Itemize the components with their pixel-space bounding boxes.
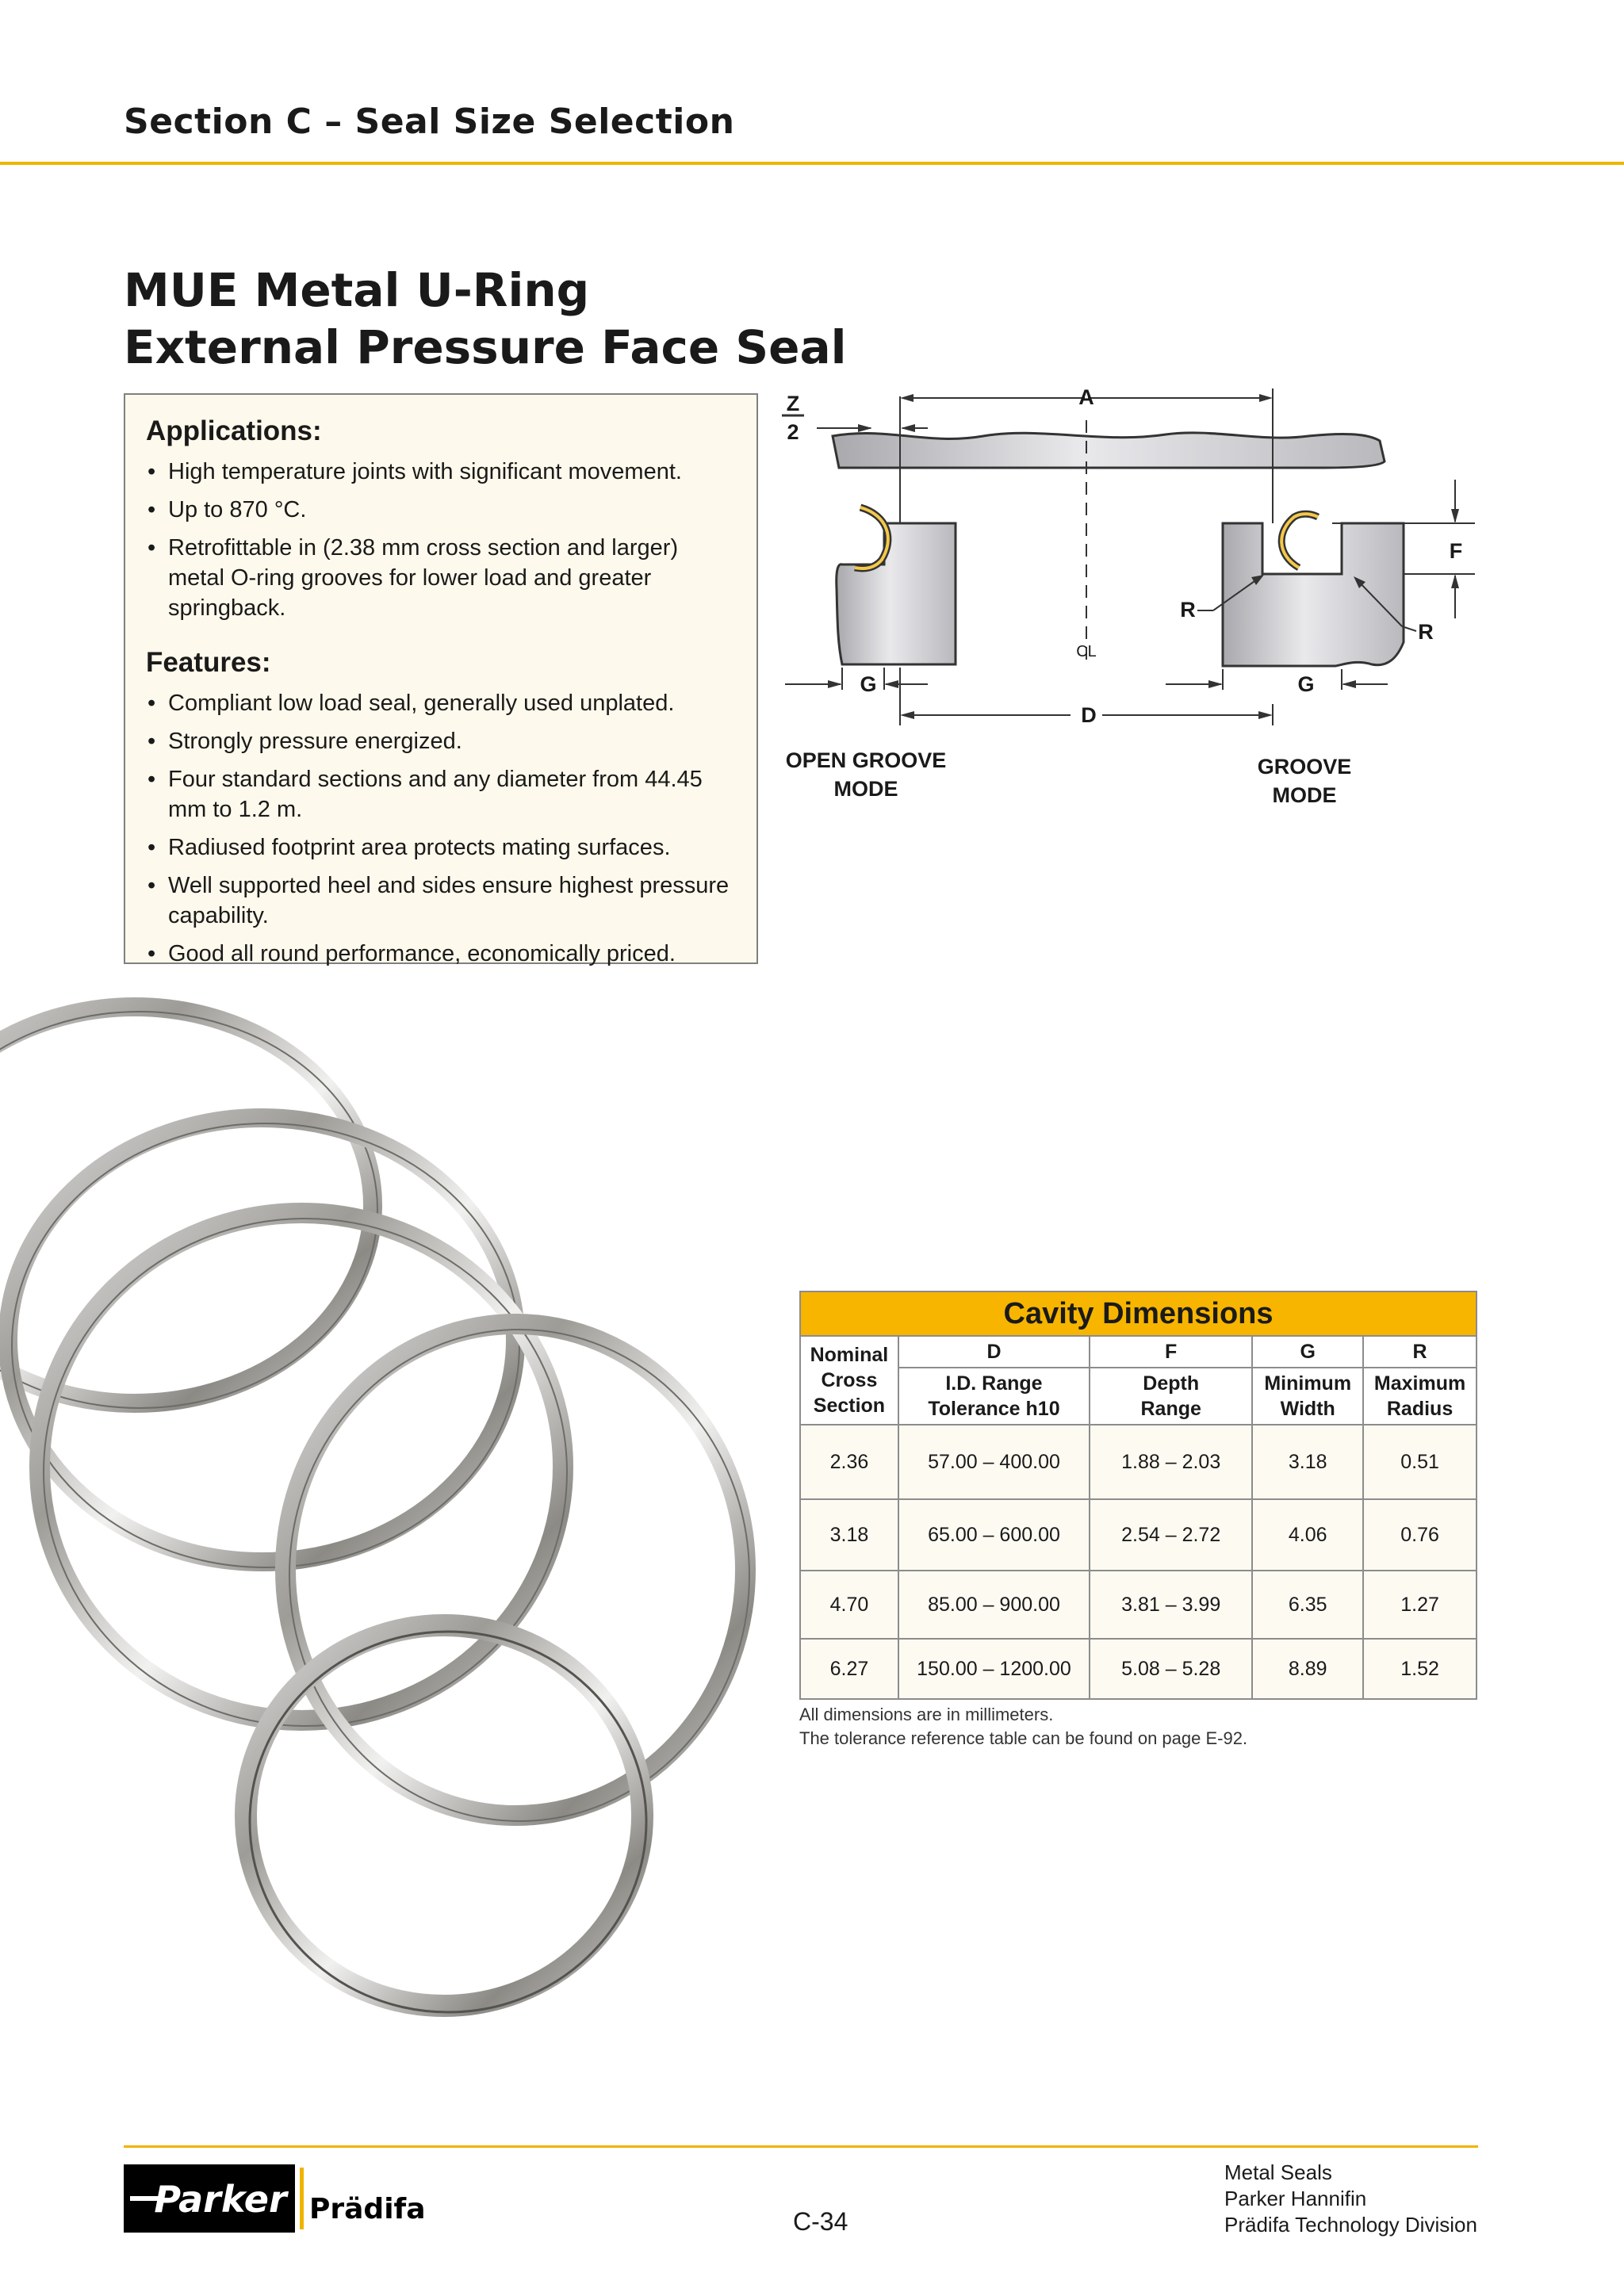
dim-d-label: D [1081, 703, 1097, 727]
header-text: Radius [1386, 1398, 1454, 1420]
table-notes [799, 1703, 1247, 1751]
list-item: • Good all round performance, economically priced. [146, 939, 737, 969]
applications-list [146, 457, 737, 623]
header-text: Cross [821, 1369, 878, 1391]
header-letter-g: G [1252, 1336, 1363, 1368]
header-letter-f: F [1090, 1336, 1252, 1368]
list-item: • Compliant low load seal, generally used unplated. [146, 688, 737, 718]
table-cell: 1.27 [1363, 1571, 1477, 1639]
groove-caption-2: MODE [1272, 783, 1337, 807]
logo-sub-text: Prädifa [309, 2193, 426, 2225]
groove-mode-block [1223, 523, 1404, 666]
list-item: • Retrofittable in (2.38 mm cross section and larger) metal O-ring grooves for lower load and greater springback. [146, 533, 737, 623]
applications-heading: Applications: [146, 415, 322, 446]
table-cell: 4.70 [800, 1571, 898, 1639]
dim-g-label-left: G [860, 672, 877, 696]
centerline-label: CL [1076, 643, 1097, 660]
open-groove-block [837, 523, 956, 664]
table-cell: 150.00 – 1200.00 [898, 1639, 1090, 1699]
table-row [800, 1639, 1477, 1699]
groove-diagram [769, 373, 1483, 817]
parker-pradifa-logo [124, 2164, 426, 2233]
footer-line: Metal Seals [1224, 2160, 1332, 2184]
header-text: Range [1140, 1398, 1201, 1420]
table-cell: 4.06 [1252, 1499, 1363, 1571]
info-box [124, 393, 758, 964]
dim-g-label-right: G [1297, 672, 1315, 696]
table-row [800, 1499, 1477, 1571]
open-groove-caption-2: MODE [833, 777, 898, 801]
page-number: C-34 [793, 2207, 848, 2236]
note-line: The tolerance reference table can be found on page E-92. [799, 1728, 1248, 1748]
header-text: Maximum [1373, 1372, 1466, 1395]
footer-division-info [1224, 2160, 1477, 2238]
page-title [124, 262, 847, 376]
table-caption: Cavity Dimensions [800, 1292, 1477, 1336]
table-cell: 6.27 [800, 1639, 898, 1699]
table-cell: 3.18 [1252, 1425, 1363, 1499]
list-item: • Well supported heel and sides ensure highest pressure capability. [146, 871, 737, 931]
header-rule [0, 162, 1624, 165]
features-list [146, 688, 737, 969]
header-text: Depth [1143, 1372, 1200, 1395]
table-cell: 1.88 – 2.03 [1090, 1425, 1252, 1499]
table-cell: 5.08 – 5.28 [1090, 1639, 1252, 1699]
table-cell: 3.18 [800, 1499, 898, 1571]
table-cell: 57.00 – 400.00 [898, 1425, 1090, 1499]
header-text: Width [1280, 1398, 1335, 1420]
groove-caption-1: GROOVE [1257, 755, 1352, 779]
table-row [800, 1425, 1477, 1499]
list-item: • High temperature joints with significant movement. [146, 457, 737, 487]
open-groove-caption-1: OPEN GROOVE [785, 748, 947, 772]
table-cell: 2.36 [800, 1425, 898, 1499]
header-letter-d: D [898, 1336, 1090, 1368]
table-cell: 8.89 [1252, 1639, 1363, 1699]
dim-r-label-left: R [1180, 598, 1196, 622]
table-cell: 85.00 – 900.00 [898, 1571, 1090, 1639]
section-title: Section C – Seal Size Selection [124, 101, 735, 142]
list-item: • Four standard sections and any diameter from 44.45 mm to 1.2 m. [146, 764, 737, 825]
metal-rings-photo [0, 1023, 761, 2069]
list-item: • Radiused footprint area protects mating surfaces. [146, 832, 737, 863]
header-d [898, 1368, 1090, 1425]
header-text: Tolerance h10 [928, 1398, 1060, 1420]
list-item: • Up to 870 °C. [146, 495, 737, 525]
header-text: Section [813, 1395, 886, 1417]
dim-z-label: Z [786, 392, 800, 415]
table-cell: 0.51 [1363, 1425, 1477, 1499]
logo-brand-text: Parker [154, 2178, 287, 2221]
dim-r-label-right: R [1418, 620, 1434, 644]
table-row [800, 1571, 1477, 1639]
header-text: I.D. Range [945, 1372, 1043, 1395]
header-text: Nominal [810, 1344, 889, 1366]
cavity-dimensions-table [799, 1291, 1477, 1700]
dim-two-label: 2 [787, 420, 799, 444]
header-f [1090, 1368, 1252, 1425]
footer-rule [124, 2145, 1478, 2148]
features-heading: Features: [146, 647, 271, 678]
list-item: • Strongly pressure energized. [146, 726, 737, 756]
table-cell: 0.76 [1363, 1499, 1477, 1571]
footer-line: Parker Hannifin [1224, 2187, 1367, 2210]
table-cell: 2.54 – 2.72 [1090, 1499, 1252, 1571]
header-g [1252, 1368, 1363, 1425]
table-cell: 3.81 – 3.99 [1090, 1571, 1252, 1639]
note-line: All dimensions are in millimeters. [799, 1705, 1054, 1724]
table-cell: 6.35 [1252, 1571, 1363, 1639]
table-cell: 1.52 [1363, 1639, 1477, 1699]
dim-f-label: F [1449, 539, 1463, 563]
dim-a-label: A [1078, 385, 1094, 409]
table-cell: 65.00 – 600.00 [898, 1499, 1090, 1571]
header-r [1363, 1368, 1477, 1425]
header-letter-r: R [1363, 1336, 1477, 1368]
page-title-line1: MUE Metal U-Ring [124, 263, 590, 317]
page-title-line2: External Pressure Face Seal [124, 320, 847, 374]
header-nominal [800, 1336, 898, 1425]
header-text: Minimum [1264, 1372, 1352, 1395]
top-plate [833, 433, 1385, 468]
footer-line: Prädifa Technology Division [1224, 2213, 1477, 2237]
